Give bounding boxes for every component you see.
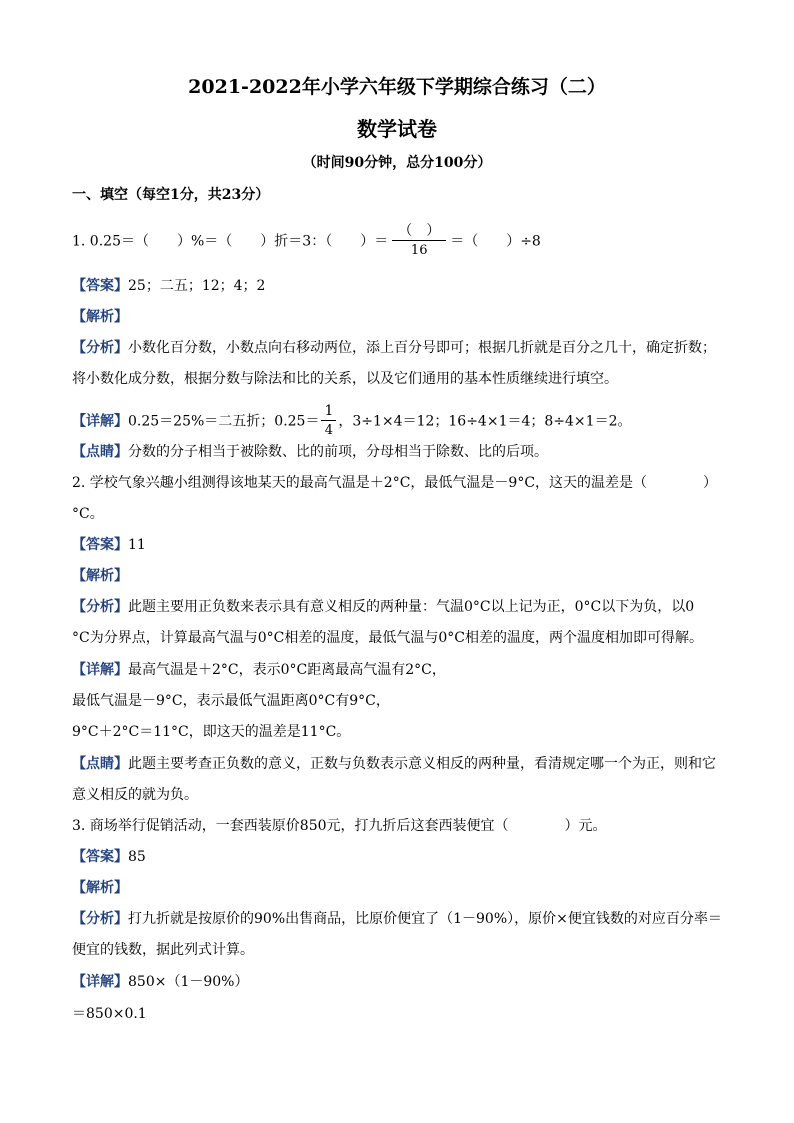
q1-detail-denominator: 4	[324, 423, 334, 438]
q3-analysis-heading	[72, 878, 722, 898]
q2-detail-line-2: 最低气温是－9°C，表示最低气温距离0°C有9°C，	[72, 693, 390, 709]
answer-tag: 【答案】	[72, 278, 128, 294]
dianjing-tag: 【点睛】	[72, 756, 128, 772]
q2-dianjing-text-1: 此题主要考查正负数的意义，正数与负数表示意义相反的两种量，看清规定哪一个为正，则和它	[128, 756, 716, 772]
q1-answer-text: 25；二五；12；4；2	[128, 278, 266, 294]
detail-tag: 【详解】	[72, 662, 128, 678]
q2-answer	[72, 535, 722, 555]
q2-dianjing-line-2: 意义相反的就为负。	[72, 787, 198, 803]
q1-detail	[72, 402, 722, 441]
q1-fraction-denominator: 16	[410, 243, 428, 258]
q1-prefix: 1. 0.25＝（ ）%＝（ ）折＝3：（ ）＝	[72, 233, 389, 250]
question-3-stem: 3. 商场举行促销活动，一套西装原价850元，打九折后这套西装便宜（ ）元。	[72, 818, 607, 834]
fenxi-tag: 【分析】	[72, 911, 128, 927]
q1-suffix: ＝（ ）÷8	[450, 233, 541, 250]
q3-detail-line-1	[72, 972, 722, 992]
document-title: 2021-2022年小学六年级下学期综合练习（二）	[188, 76, 606, 98]
q1-fenxi-line-2: 将小数化成分数，根据分数与除法和比的关系，以及它们通用的基本性质继续进行填空。	[72, 371, 618, 387]
analysis-tag: 【解析】	[72, 309, 128, 325]
q2-detail-line-3: 9°C＋2°C＝11°C，即这天的温差是11°C。	[72, 724, 351, 740]
question-1-stem	[72, 222, 722, 261]
document-subtitle: 数学试卷	[357, 117, 437, 141]
q2-detail-line-1	[72, 660, 722, 680]
dianjing-tag: 【点睛】	[72, 444, 128, 460]
q3-fenxi-line-1	[72, 909, 722, 929]
section-heading-fill-in: 一、填空（每空1分，共23分）	[72, 187, 270, 203]
q2-fenxi-line-1	[72, 597, 722, 617]
analysis-tag: 【解析】	[72, 568, 128, 584]
fenxi-tag: 【分析】	[72, 599, 128, 615]
q3-fenxi-line-2: 便宜的钱数，据此列式计算。	[72, 942, 254, 958]
q1-detail-pre: 0.25＝25%＝二五折；0.25＝	[128, 413, 320, 430]
q3-detail-line-2: ＝850×0.1	[72, 1006, 147, 1022]
q3-fenxi-text-1: 打九折就是按原价的90%出售商品，比原价便宜了（1－90%），原价×便宜钱数的对应百分率＝	[128, 911, 722, 927]
q1-fraction-numerator: （ ）	[392, 222, 446, 241]
analysis-tag: 【解析】	[72, 880, 128, 896]
q1-analysis-heading	[72, 307, 722, 327]
fenxi-tag: 【分析】	[72, 340, 128, 356]
q2-dianjing-line-1	[72, 754, 722, 774]
q1-answer	[72, 276, 722, 296]
q1-detail-fraction	[321, 402, 336, 441]
q1-fenxi-text-1: 小数化百分数，小数点向右移动两位，添上百分号即可；根据几折就是百分之几十，确定折数；	[128, 340, 716, 356]
q2-detail-text-1: 最高气温是＋2°C，表示0°C距离最高气温有2°C，	[128, 662, 446, 678]
q1-detail-post: ，3÷1×4＝12；16÷4×1＝4；8÷4×1＝2。	[338, 413, 632, 430]
question-2-stem-line-2: °C。	[72, 506, 104, 522]
answer-tag: 【答案】	[72, 849, 128, 865]
q2-fenxi-line-2: °C为分界点，计算最高气温与0°C相差的温度，最低气温与0°C相差的温度，两个温度相加即可得解。	[72, 630, 703, 646]
q2-fenxi-text-1: 此题主要用正负数来表示具有意义相反的两种量：气温0°C以上记为正，0°C以下为负，以0	[128, 599, 695, 615]
q2-answer-text: 11	[128, 537, 146, 553]
q3-detail-text-1: 850×（1－90%）	[128, 974, 249, 990]
q1-detail-numerator: 1	[321, 402, 336, 421]
q2-analysis-heading	[72, 566, 722, 586]
q1-dianjing-text: 分数的分子相当于被除数、比的前项，分母相当于除数、比的后项。	[128, 444, 548, 460]
detail-tag: 【详解】	[72, 413, 128, 430]
q1-fenxi-line-1	[72, 338, 722, 358]
question-2-stem-line-1: 2. 学校气象兴趣小组测得该地某天的最高气温是＋2°C，最低气温是－9°C，这天的温差是（ ）	[72, 475, 718, 491]
q3-answer-text: 85	[128, 849, 146, 865]
answer-tag: 【答案】	[72, 537, 128, 553]
exam-time-note: （时间90分钟，总分100分）	[302, 155, 492, 171]
q3-answer	[72, 847, 722, 867]
q1-dianjing	[72, 442, 722, 462]
q1-fraction	[392, 222, 446, 261]
detail-tag: 【详解】	[72, 974, 128, 990]
